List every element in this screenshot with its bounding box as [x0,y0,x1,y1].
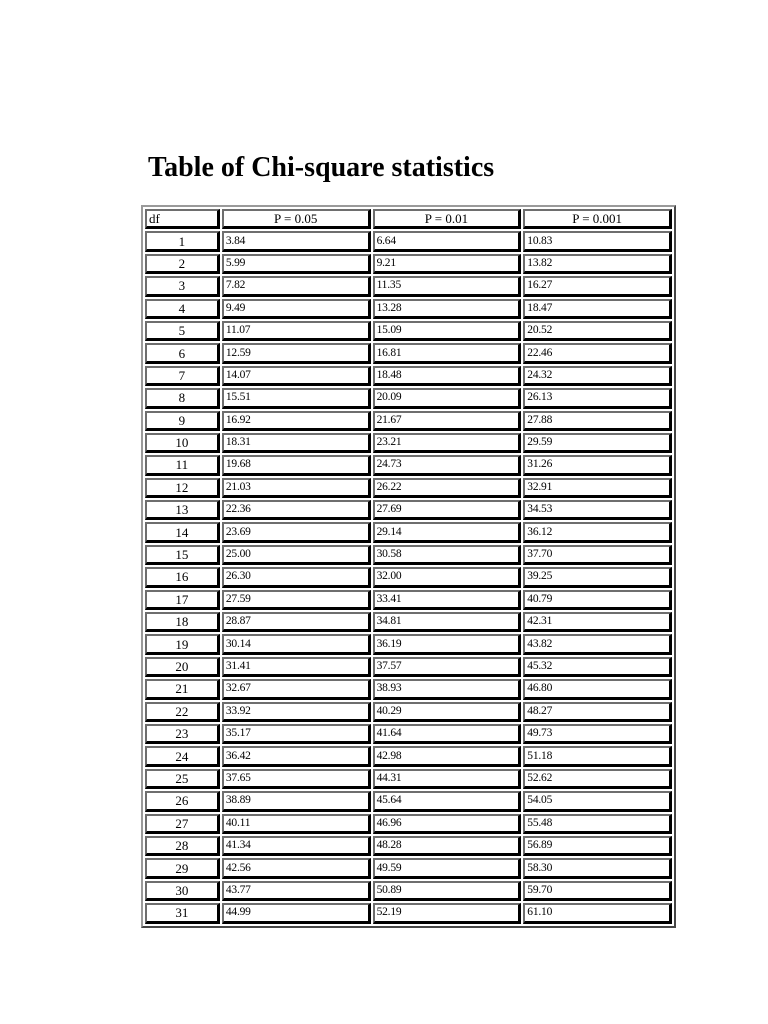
df-cell: 1 [145,231,220,251]
p005-value-cell: 37.65 [222,769,371,789]
table-row [145,724,672,744]
p001-value-cell: 27.69 [373,500,522,520]
table-row [145,545,672,565]
table-row [145,388,672,408]
p0001-value-cell: 56.89 [523,836,672,856]
p0001-value-cell: 55.48 [523,814,672,834]
p005-value-cell: 32.67 [222,679,371,699]
table-row [145,276,672,296]
p0001-value-cell: 61.10 [523,903,672,923]
p001-value-cell: 21.67 [373,411,522,431]
table-row [145,814,672,834]
table-row [145,903,672,923]
p001-value-cell: 23.21 [373,433,522,453]
p0001-value-cell: 27.88 [523,411,672,431]
p0001-value-cell: 26.13 [523,388,672,408]
table-row [145,500,672,520]
p001-value-cell: 50.89 [373,881,522,901]
df-cell: 11 [145,455,220,475]
p0001-value-cell: 20.52 [523,321,672,341]
df-cell: 27 [145,814,220,834]
p0001-value-cell: 32.91 [523,478,672,498]
table-body [145,231,672,923]
p001-value-cell: 41.64 [373,724,522,744]
p005-value-cell: 36.42 [222,746,371,766]
table-row [145,366,672,386]
p001-value-cell: 20.09 [373,388,522,408]
p0001-value-cell: 42.31 [523,612,672,632]
table-row [145,634,672,654]
chi-square-table [141,205,676,928]
p0001-value-cell: 22.46 [523,343,672,363]
p005-value-cell: 38.89 [222,791,371,811]
table-row [145,254,672,274]
p005-value-cell: 35.17 [222,724,371,744]
df-cell: 30 [145,881,220,901]
df-cell: 19 [145,634,220,654]
p001-value-cell: 13.28 [373,299,522,319]
p001-value-cell: 52.19 [373,903,522,923]
df-cell: 14 [145,522,220,542]
p0001-value-cell: 36.12 [523,522,672,542]
p005-value-cell: 26.30 [222,567,371,587]
p005-value-cell: 30.14 [222,634,371,654]
table-row [145,478,672,498]
table-row [145,567,672,587]
p005-value-cell: 15.51 [222,388,371,408]
p001-value-cell: 16.81 [373,343,522,363]
p001-value-cell: 24.73 [373,455,522,475]
p0001-value-cell: 49.73 [523,724,672,744]
p0001-value-cell: 58.30 [523,858,672,878]
p0001-value-cell: 34.53 [523,500,672,520]
p001-value-cell: 32.00 [373,567,522,587]
df-cell: 23 [145,724,220,744]
table-row [145,455,672,475]
column-header-p-005: P = 0.05 [222,209,371,229]
p001-value-cell: 49.59 [373,858,522,878]
p001-value-cell: 38.93 [373,679,522,699]
table-row [145,433,672,453]
df-cell: 20 [145,657,220,677]
p001-value-cell: 42.98 [373,746,522,766]
p0001-value-cell: 59.70 [523,881,672,901]
df-cell: 16 [145,567,220,587]
df-cell: 31 [145,903,220,923]
column-header-p-001: P = 0.01 [373,209,522,229]
df-cell: 26 [145,791,220,811]
p0001-value-cell: 43.82 [523,634,672,654]
p0001-value-cell: 31.26 [523,455,672,475]
df-cell: 4 [145,299,220,319]
p001-value-cell: 46.96 [373,814,522,834]
p0001-value-cell: 51.18 [523,746,672,766]
df-cell: 5 [145,321,220,341]
p0001-value-cell: 24.32 [523,366,672,386]
p001-value-cell: 36.19 [373,634,522,654]
df-cell: 17 [145,590,220,610]
table-row [145,836,672,856]
table-row [145,612,672,632]
table-row [145,411,672,431]
df-cell: 15 [145,545,220,565]
df-cell: 12 [145,478,220,498]
df-cell: 13 [145,500,220,520]
p005-value-cell: 3.84 [222,231,371,251]
df-cell: 3 [145,276,220,296]
p001-value-cell: 30.58 [373,545,522,565]
p0001-value-cell: 54.05 [523,791,672,811]
p005-value-cell: 18.31 [222,433,371,453]
df-cell: 8 [145,388,220,408]
df-cell: 18 [145,612,220,632]
p005-value-cell: 12.59 [222,343,371,363]
table-row [145,881,672,901]
column-header-df: df [145,209,220,229]
p0001-value-cell: 48.27 [523,702,672,722]
p001-value-cell: 37.57 [373,657,522,677]
df-cell: 10 [145,433,220,453]
p001-value-cell: 18.48 [373,366,522,386]
p001-value-cell: 34.81 [373,612,522,632]
p0001-value-cell: 45.32 [523,657,672,677]
table-row [145,343,672,363]
table-row [145,321,672,341]
p005-value-cell: 7.82 [222,276,371,296]
p0001-value-cell: 13.82 [523,254,672,274]
table-row [145,657,672,677]
p005-value-cell: 33.92 [222,702,371,722]
p005-value-cell: 19.68 [222,455,371,475]
p001-value-cell: 48.28 [373,836,522,856]
p005-value-cell: 22.36 [222,500,371,520]
p001-value-cell: 44.31 [373,769,522,789]
p001-value-cell: 33.41 [373,590,522,610]
p0001-value-cell: 46.80 [523,679,672,699]
table-row [145,299,672,319]
p005-value-cell: 14.07 [222,366,371,386]
p005-value-cell: 27.59 [222,590,371,610]
table-row [145,791,672,811]
df-cell: 25 [145,769,220,789]
p005-value-cell: 42.56 [222,858,371,878]
df-cell: 2 [145,254,220,274]
df-cell: 28 [145,836,220,856]
p005-value-cell: 44.99 [222,903,371,923]
p001-value-cell: 45.64 [373,791,522,811]
p001-value-cell: 9.21 [373,254,522,274]
p0001-value-cell: 18.47 [523,299,672,319]
p001-value-cell: 29.14 [373,522,522,542]
p0001-value-cell: 10.83 [523,231,672,251]
p001-value-cell: 11.35 [373,276,522,296]
p005-value-cell: 40.11 [222,814,371,834]
p001-value-cell: 40.29 [373,702,522,722]
page-title: Table of Chi-square statistics [148,152,495,183]
table-row [145,231,672,251]
df-cell: 9 [145,411,220,431]
p005-value-cell: 43.77 [222,881,371,901]
p0001-value-cell: 40.79 [523,590,672,610]
p001-value-cell: 15.09 [373,321,522,341]
p001-value-cell: 6.64 [373,231,522,251]
table-row [145,522,672,542]
p005-value-cell: 21.03 [222,478,371,498]
p005-value-cell: 9.49 [222,299,371,319]
table-row [145,769,672,789]
p005-value-cell: 41.34 [222,836,371,856]
p005-value-cell: 11.07 [222,321,371,341]
table-header-row [145,209,672,229]
df-cell: 6 [145,343,220,363]
df-cell: 21 [145,679,220,699]
p005-value-cell: 16.92 [222,411,371,431]
column-header-p-0001: P = 0.001 [523,209,672,229]
table-row [145,702,672,722]
p0001-value-cell: 52.62 [523,769,672,789]
p005-value-cell: 5.99 [222,254,371,274]
df-cell: 29 [145,858,220,878]
p005-value-cell: 23.69 [222,522,371,542]
p001-value-cell: 26.22 [373,478,522,498]
table-row [145,679,672,699]
df-cell: 24 [145,746,220,766]
table-row [145,858,672,878]
p0001-value-cell: 29.59 [523,433,672,453]
table-row [145,590,672,610]
p005-value-cell: 31.41 [222,657,371,677]
df-cell: 7 [145,366,220,386]
table-row [145,746,672,766]
p0001-value-cell: 39.25 [523,567,672,587]
p005-value-cell: 25.00 [222,545,371,565]
df-cell: 22 [145,702,220,722]
p0001-value-cell: 16.27 [523,276,672,296]
p005-value-cell: 28.87 [222,612,371,632]
p0001-value-cell: 37.70 [523,545,672,565]
